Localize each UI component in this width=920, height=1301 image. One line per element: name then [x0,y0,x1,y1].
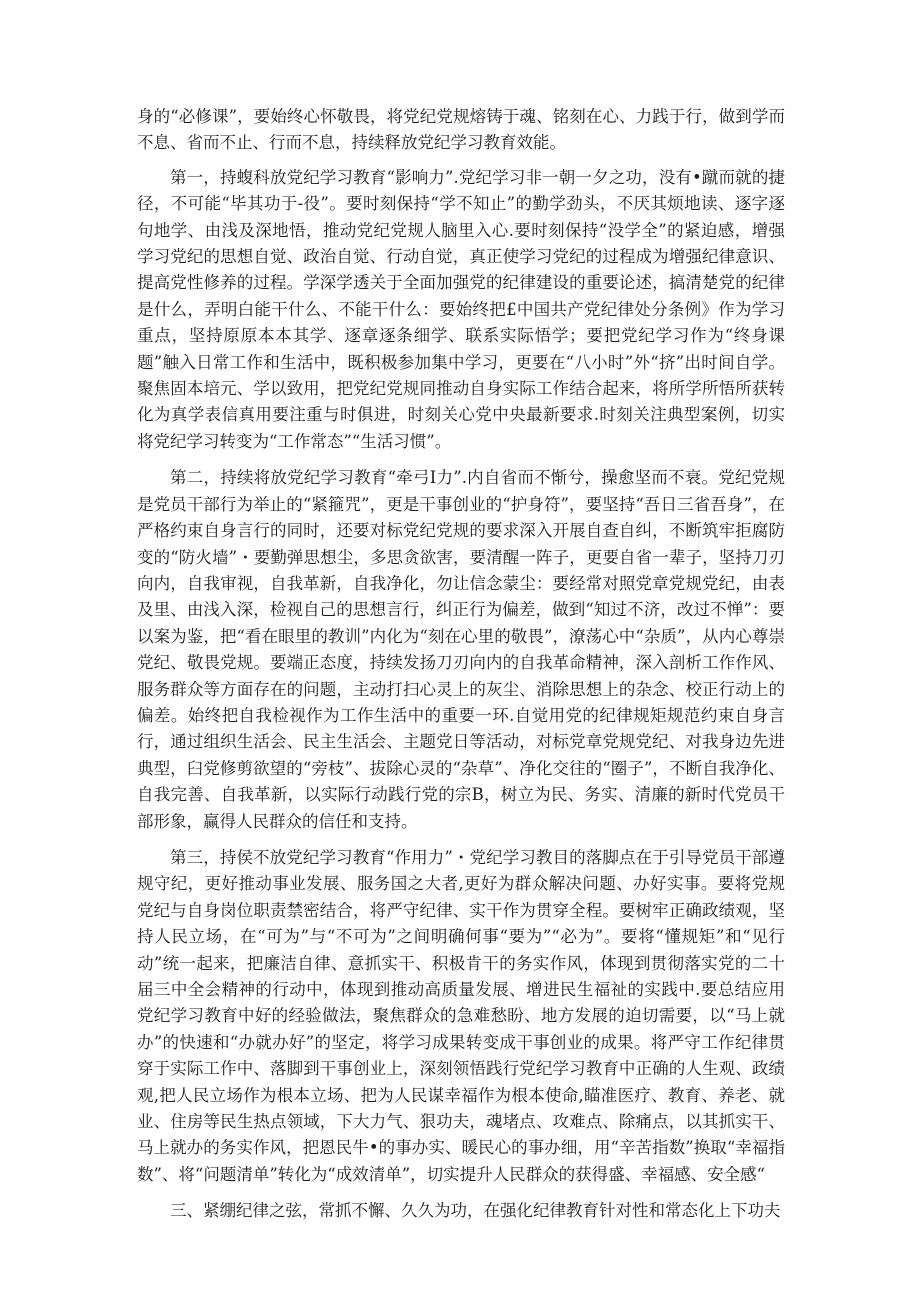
document-body [137,104,785,1225]
paragraph-first-point: 第一，持蝮科放党纪学习教育“影响力”.党纪学习非一朝一夕之功，没有•蹴而就的捷径，不可能“毕其功于-役”。要时刻保持“学不知止”的勤学劲头，不厌其烦地读、逐字逐句地学、由浅及深地悟，推动党纪党规人脑里入心.要时刻保持“没学全”的紧迫感，增强学习党纪的思想自觉、政治自觉、行动自觉，真正使学习党纪的过程成为增强纪律意识、提高党性修养的过程。学深学透关于全面加强党的纪律建设的重要论述，搞清楚党的纪律是什么，弄明白能干什么、不能干什么：要始终把£中国共产党纪律处分条例》作为学习重点，坚持原原本本其学、逐章逐条细学、联系实际悟学；要把党纪学习作为“终身课题”触入日常工作和生活中，既积极参加集中学习，更要在“八小时”外“挤”出时间自学。聚焦固本培元、学以致用，把党纪党规同推动自身实际工作结合起来，将所学所悟所获转化为真学表信真用要注重与时俱进，时刻关心党中央最新要求.时刻关注典型案例，切实将党纪学习转变为“工作常态”“生活习惯”。 [137,167,785,451]
paragraph-second-point: 第二，持续将放党纪学习教育“牵弓I力”.内自省而不惭兮，操愈坚而不衰。党纪党规是党员干部行为举止的“紧箍咒”，更是干事创业的“护身符”，要坚持“吾日三省吾身”，在严格约束自身言行的同时，还要对标党纪党规的要求深入开展自查自纠，不断筑牢拒腐防变的“防火墙”・要勤弹思想尘，多思贪欲害，要清醒一阵子，更要自省一辈子，坚持刀刃向内，自我审视，自我革新，自我净化，勿让信念蒙尘：要经常对照党章党规党纪，由表及里、由浅入深，检视自己的思想言行，纠正行为偏差，做到“知过不济，改过不惮”：要以案为鉴，把“看在眼里的教训”内化为“刻在心里的敬畏”，潦荡心中“杂质”，从内心尊崇党纪、敬畏党规。要端正态度，持续发扬刀刃向内的自我革命精神，深入剖析工作作风、服务群众等方面存在的问题，主动打扫心灵上的灰尘、消除思想上的杂念、校正行动上的偏差。始终把自我检视作为工作生活中的重要一环.自觉用党的纪律规矩规范约束自身言行，通过组织生活会、民主生活会、主题党日等活动，对标党章党规党纪、对我身边先进典型，臼党修剪欲望的“旁枝”、拔除心灵的“杂草”、净化交往的“圈子”，不断自我净化、自我完善、自我革新，以实际行动践行党的宗B，树立为民、务实、清廉的新时代党员干部形象，赢得人民群众的信任和支持。 [137,468,785,831]
paragraph-continuation: 身的“必修课”，要始终心怀敬畏，将党纪党规熔铸于魂、铭刻在心、力践于行，做到学而不息、省而不止、行而不息，持续释放党纪学习教育效能。 [137,107,785,153]
section-heading-three: 三、紧绷纪律之弦，常抓不懈、久久为功，在强化纪律教育针对性和常态化上下功夫 [170,1201,781,1221]
paragraph-third-point: 第三，持侯不放党纪学习教育“作用力”・党纪学习教目的落脚点在于引导党员干部遵规守纪，更好推动事业发展、服务国之大者,更好为群众解决问题、办好实事。要将党规党纪与自身岗位职责禁密结合，将严守纪律、实干作为贯穿全程。要树牢正确政绩观，坚持人民立场，在“可为”与“不可为”之间明确何事“要为”“必为”。要将“懂规矩”和“见行动”统一起来，把廉洁自律、意抓实干、积极肯干的务实作风，体现到贯彻落实党的二十届三中全会精神的行动中，体现到推动高质量发展、增进民生福祉的实践中.要总结应用党纪学习教育中好的经验做法，聚焦群众的急难愁盼、地方发展的迫切需要，以“马上就办”的快速和“办就办好”的坚定，将学习成果转变成干事创业的成果。将严守工作纪律贯穿于实际工作中、落脚到干事创业上，深刻领悟践行党纪学习教育中正确的人生观、政绩观,把人民立场作为根本立场、把为人民谋幸福作为根本使命,瞄准医疗、教育、养老、就业、住房等民生热点领域，下大力气、狠功夫，魂堵点、攻难点、除痛点，以其抓实干、马上就办的务实作风，把恩民牛•的事办实、暖民心的事办细，用“辛苦指数”换取“幸福指数”、将“问题清单”转化为“成效清单”，切实提升人民群众的获得盛、幸福感、安全感“ [137,847,785,1184]
